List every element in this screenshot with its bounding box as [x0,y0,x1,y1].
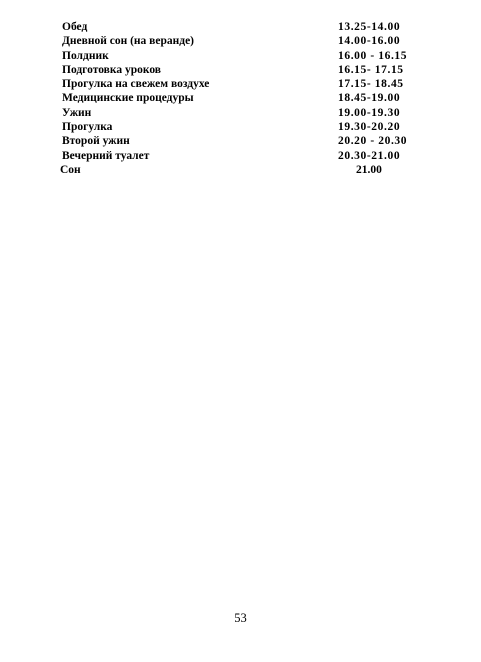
activity-label: Ужин [62,106,92,119]
schedule-row-medical-procedures [62,91,422,105]
time-range: 18.45-19.00 [338,92,401,105]
page-number: 53 [234,611,247,625]
time-range: 19.00-19.30 [338,106,401,119]
schedule-row-nap [62,34,422,48]
activity-label: Полдник [62,49,109,62]
time-range: 16.15- 17.15 [338,63,404,76]
schedule-row-outdoor-walk [62,77,422,91]
time-range: 17.15- 18.45 [338,78,404,91]
activity-label: Медицинские процедуры [62,92,194,105]
time-range: 16.00 - 16.15 [338,49,408,62]
activity-label: Прогулка на свежем воздухе [62,78,210,91]
activity-label: Сон [60,163,81,176]
activity-label: Прогулка [62,121,113,134]
time-range: 20.20 - 20.30 [338,135,408,148]
activity-label: Дневной сон (на веранде) [62,35,195,48]
schedule-row-evening-hygiene [62,149,422,163]
schedule-row-sleep [62,163,422,177]
schedule-row-dinner [62,106,422,120]
activity-label: Второй ужин [62,135,130,148]
schedule-row-lunch [62,20,422,34]
schedule-row-second-dinner [62,134,422,148]
time-range: 21.00 [356,163,382,176]
activity-label: Вечерний туалет [62,149,150,162]
time-range: 20.30-21.00 [338,149,401,162]
activity-label: Подготовка уроков [62,63,162,76]
time-range: 14.00-16.00 [338,35,401,48]
schedule-row-afternoon-snack [62,49,422,63]
activity-label: Обед [62,21,88,33]
schedule-row-homework [62,63,422,77]
daily-schedule [62,20,422,177]
time-range: 19.30-20.20 [338,121,401,134]
time-range: 13.25-14.00 [338,21,401,33]
schedule-row-walk [62,120,422,134]
